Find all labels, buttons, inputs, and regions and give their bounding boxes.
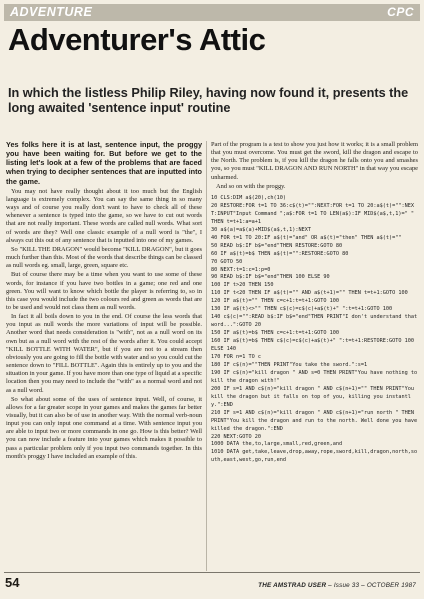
footer-rule: [4, 572, 420, 573]
listing-line: 100 IF t>20 THEN 150: [211, 282, 274, 289]
listing-line: 120 IF a$(t)="" THEN c=c+1:t=t+1:GOTO 100: [211, 298, 340, 305]
listing-line: 20 RESTORE:FOR t=1 TO 36:c$(t)="":NEXT:FOR t=1 TO 20:a$(t)="":NEXT:INPUT"Input Command ";a$:FOR t=1 TO LEN(a$):IF MID$(a$,t,1)=" " THEN t=t+1:a=a+1: [211, 202, 418, 225]
body-paragraph: So what about some of the uses of sentence input. Well, of course, it allows for a far greater scope in your games and makes the games far better visually, but it can also be of use in another way. With the normal verb-noun input you can only input one command at a time. With sentence input you are able to input two or more commands in one go. How is this better? Well you can now include a feature into your games which makes it possible to pass a particular problem only if you input two commands together. In this month's proggy I have included an example of this.: [6, 395, 202, 460]
listing-line: 190 IF c$(n)="kill dragon " AND s=0 THEN PRINT"You have nothing to kill the dragon with!": [211, 369, 421, 384]
article-title: Adventurer's Attic: [8, 22, 266, 57]
issue-label: Issue 33 – OCTOBER 1987: [333, 582, 416, 589]
body-paragraph: In fact it all boils down to you in the end. Of course the less words that you input as null words the more variations of input will be possible. Another word that needs consideration is "with", not as a null word on its own but as a null word with the rest of the words after it. You could accept "KILL BOTTLE WITH WATER", but if you are not to a stream then obviously you are going to fill the bottle with water and so you could cut the sentence down to "FILL BOTTLE". Again this is entirely up to you and the situation in your game. If you have more than one type of liquid at a specific location then you may need to include the "with" as a normal word and not as a null word.: [6, 313, 202, 394]
listing-line: 130 IF a$(t)<>"" THEN c$(c)=c$(c)+a$(t)+" ":t=t+1:GOTO 100: [211, 306, 393, 313]
lead-paragraph: Yes folks here it is at last, sentence input, the proggy you have been waiting for. But before we get to the listing let's look at a few of the problems that are faced when trying to decipher sentences that are inputted into the game.: [6, 140, 202, 186]
section-header-bar: [4, 4, 420, 21]
article-standfirst: In which the listless Philip Riley, having now found it, presents the long awaited 'sentence input' routine: [8, 86, 409, 115]
body-paragraph: And so on with the proggy.: [216, 182, 286, 190]
magazine-name: THE AMSTRAD USER: [258, 582, 327, 589]
listing-line: 140 c$(c)="":READ b$:IF b$="end"THEN PRINT"I don't understand that word...":GOTO 20: [211, 314, 421, 329]
listing-line: 180 IF c$(n)=""THEN PRINT"You take the sword.":s=1: [211, 361, 368, 368]
listing-line: 200 IF s=1 AND c$(n)="kill dragon " AND c$(n+1)="" THEN PRINT"You kill the dragon but it falls on top of you, killing you instantly.":END: [211, 385, 418, 408]
column-divider: [206, 141, 207, 571]
listing-line: 210 IF s=1 AND c$(n)="kill dragon " AND c$(n+1)="run north " THEN PRINT"You kill the dragon and run to the north. Well done you have killed the dragon.":END: [211, 409, 421, 432]
listing-line: 40 FOR t=1 TO 20:IF a$(t)="and" OR a$(t)="then" THEN a$(t)="": [211, 234, 402, 241]
listing-line: 30 a$(a)=a$(a)+MID$(a$,t,1):NEXT: [211, 226, 311, 233]
listing-line: 1010 DATA get,take,leave,drop,away,rope,sword,kill,dragon,north,south,east,west,go,run,end: [211, 449, 418, 464]
listing-line: 60 IF a$(t)=b$ THEN a$(t)="":RESTORE:GOTO 80: [211, 250, 349, 257]
listing-line: 160 IF a$(t)=b$ THEN c$(c)=c$(c)+a$(t)+" ":t=t+1:RESTORE:GOTO 100 ELSE 140: [211, 338, 418, 353]
body-paragraph: So "KILL THE DRAGON" would become "KILL DRAGON", but it goes much further than this. Most of the words that describe things can be classed as null words eg. small, large, green, square etc.: [6, 245, 202, 270]
listing-line: 90 READ b$:IF b$="end"THEN 100 ELSE 90: [211, 274, 330, 281]
left-column: [6, 141, 202, 573]
listing-line: 220 NEXT:GOTO 20: [211, 433, 261, 440]
listing-line: 80 NEXT:t=1:c=1:p=0: [211, 266, 271, 273]
right-column: [211, 141, 421, 573]
listing-line: 70 GOTO 50: [211, 258, 243, 265]
body-paragraph: Part of the program is a test to show you just how it works; it is a small problem that you must overcome. You must get the sword, kill the dragon and escape to the North. The problem is, if you kill the dragon he falls onto you and smashes you, so you must "KILL DRAGON AND RUN NORTH" in that way you escape unharmed.: [211, 141, 418, 181]
listing-intro: [211, 141, 418, 191]
footer-credit: THE AMSTRAD USER – Issue 33 – OCTOBER 1987: [258, 582, 416, 589]
listing-line: 10 CLS:DIM a$(20),ch(10): [211, 194, 286, 201]
listing-line: 1000 DATA the,to,large,small,red,green,and: [211, 441, 343, 448]
listing-line: 50 READ b$:IF b$="end"THEN RESTORE:GOTO 80: [211, 242, 343, 249]
body-paragraph: But of course there may be a time when you want to use some of these words, for instance if you have two bottles in a game; one red and one green. You will want to know which bottle the player is referring to, so in this case you would include the two colours red and green as words that are to be used and would not class them as null words.: [6, 271, 202, 311]
page-number: 54: [5, 575, 20, 590]
listing-line: 170 FOR n=1 TO c: [211, 354, 261, 360]
basic-program-listing: [211, 194, 421, 465]
listing-line: 150 IF a$(t)=b$ THEN c=c+1:t=t+1:GOTO 100: [211, 330, 340, 337]
section-label: ADVENTURE: [10, 5, 93, 19]
listing-line: 110 IF t<20 THEN IF a$(t)="" AND a$(t+1)="" THEN t=t+1:GOTO 100: [211, 290, 408, 297]
body-paragraph: You may not have really thought about it too much but the English language is extremely complex. You can say the same thing in so many ways and of course you really don't want to have to check all of these whenever a sentence is typed into the game, so we have to cut out words that are not really important. These words are called null words. What sort of words are they? Well one classic example of a null word is "the", I always cut this out of any sentence that is inputted into one of my games.: [6, 187, 202, 244]
machine-label: CPC: [387, 5, 414, 19]
